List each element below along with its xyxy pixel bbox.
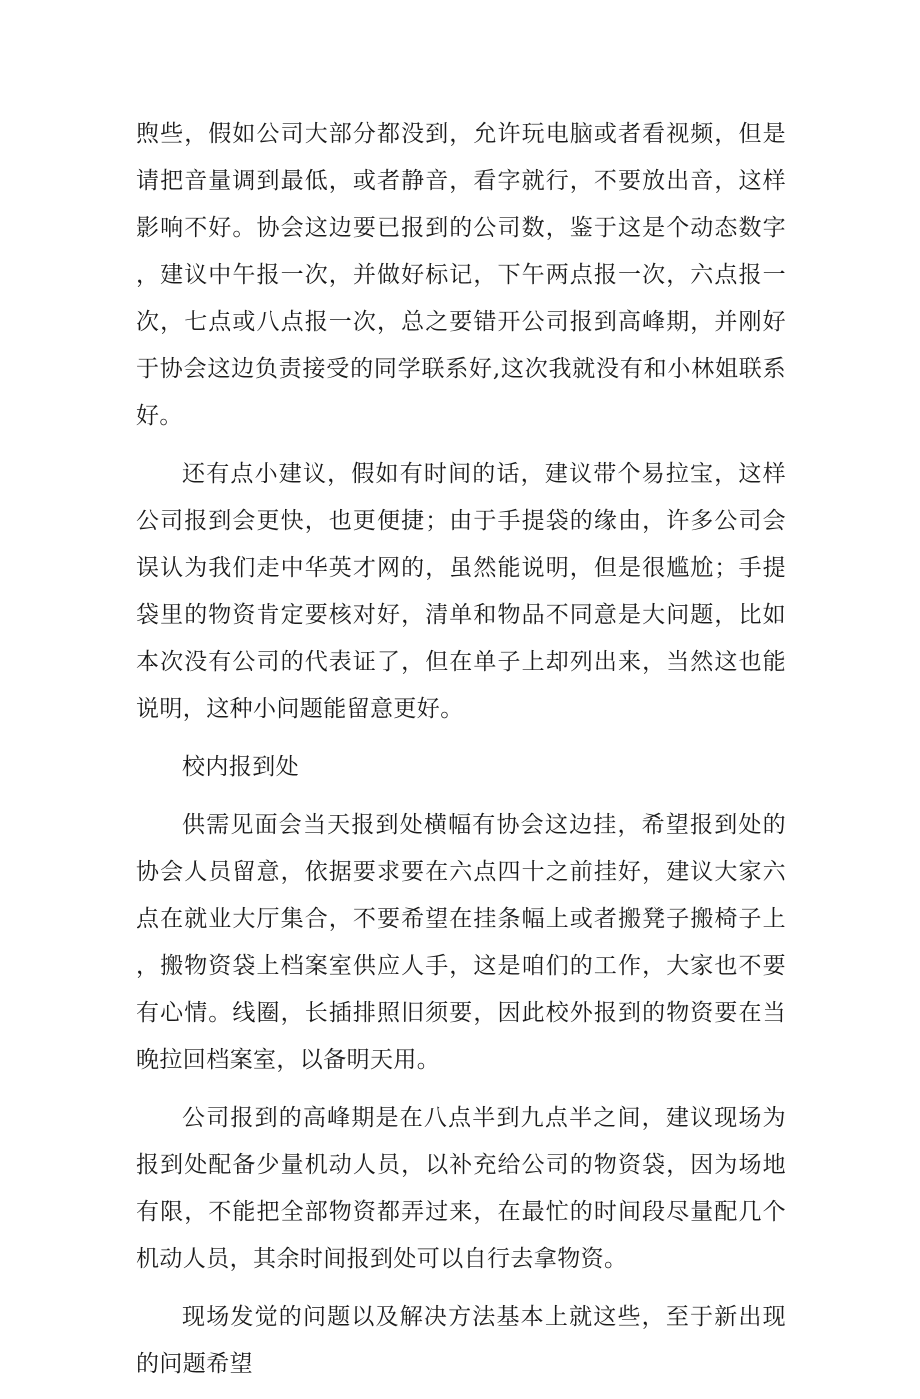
- paragraph-continued: 煦些，假如公司大部分都没到，允许玩电脑或者看视频，但是请把音量调到最低，或者静音，看字就行，不要放出音，这样影响不好。协会这边要已报到的公司数，鉴于这是个动态数字，建议中午报一次，并做好标记，下午两点报一次，六点报一次，七点或八点报一次，总之要错开公司报到高峰期，并刚好于协会这边负责接受的同学联系好,这次我就没有和小林姐联系好。: [136, 121, 786, 429]
- paragraph-banner: 供需见面会当天报到处横幅有协会这边挂，希望报到处的协会人员留意，依据要求要在六点四十之前挂好，建议大家六点在就业大厅集合，不要希望在挂条幅上或者搬凳子搬椅子上，搬物资袋上档案室供应人手，这是咱们的工作，大家也不要有心情。线圈，长插排照旧须要，因此校外报到的物资要在当晚拉回档案室，以备明天用。: [136, 812, 786, 1073]
- paragraph-suggestions: 还有点小建议，假如有时间的话，建议带个易拉宝，这样公司报到会更快，也更便捷；由于手提袋的缘由，许多公司会误认为我们走中华英才网的，虽然能说明，但是很尴尬；手提袋里的物资肯定要核对好，清单和物品不同意是大问题，比如本次没有公司的代表证了，但在单子上却列出来，当然这也能说明，这种小问题能留意更好。: [136, 461, 786, 722]
- paragraph-summary: 现场发觉的问题以及解决方法基本上就这些，至于新出现的问题希望: [136, 1304, 786, 1377]
- document-body: [136, 111, 786, 1399]
- paragraph-peak-time: 公司报到的高峰期是在八点半到九点半之间，建议现场为报到处配备少量机动人员，以补充给公司的物资袋，因为场地有限，不能把全部物资都弄过来，在最忙的时间段尽量配几个机动人员，其余时间报到处可以自行去拿物资。: [136, 1105, 786, 1272]
- section-heading: 校内报到处: [182, 754, 299, 780]
